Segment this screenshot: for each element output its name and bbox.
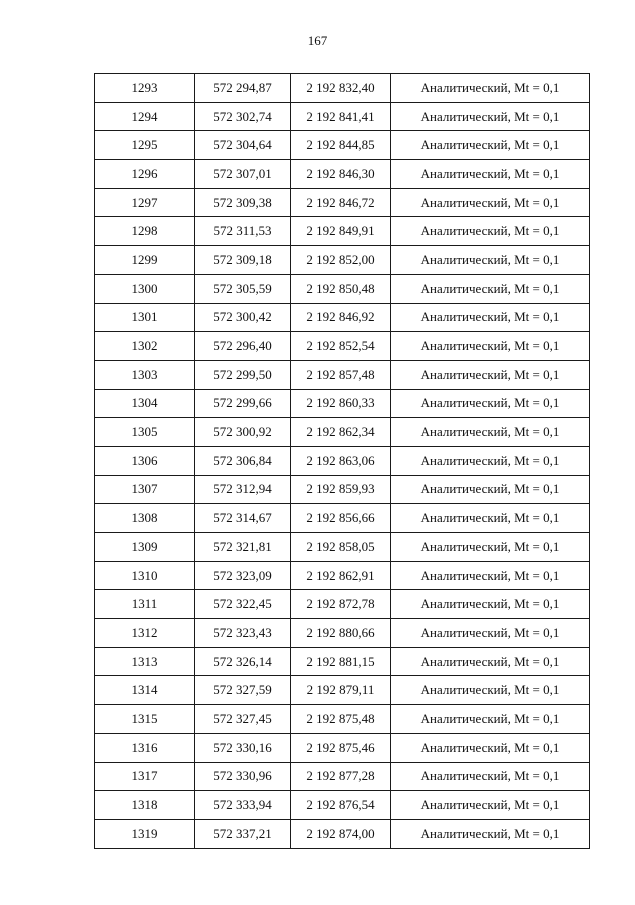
point-number-cell: 1311 xyxy=(95,590,195,619)
y-coordinate-cell: 2 192 872,78 xyxy=(291,590,391,619)
y-coordinate-cell: 2 192 846,30 xyxy=(291,160,391,189)
y-coordinate-cell: 2 192 875,46 xyxy=(291,733,391,762)
method-cell: Аналитический, Mt = 0,1 xyxy=(391,131,590,160)
point-number-cell: 1310 xyxy=(95,561,195,590)
point-number-cell: 1308 xyxy=(95,504,195,533)
table-row xyxy=(95,303,590,332)
x-coordinate-cell: 572 309,18 xyxy=(195,246,291,275)
table-row xyxy=(95,160,590,189)
y-coordinate-cell: 2 192 850,48 xyxy=(291,274,391,303)
point-number-cell: 1304 xyxy=(95,389,195,418)
x-coordinate-cell: 572 309,38 xyxy=(195,188,291,217)
y-coordinate-cell: 2 192 863,06 xyxy=(291,446,391,475)
x-coordinate-cell: 572 337,21 xyxy=(195,819,291,848)
y-coordinate-cell: 2 192 876,54 xyxy=(291,791,391,820)
x-coordinate-cell: 572 323,43 xyxy=(195,619,291,648)
method-cell: Аналитический, Mt = 0,1 xyxy=(391,647,590,676)
x-coordinate-cell: 572 321,81 xyxy=(195,533,291,562)
x-coordinate-cell: 572 330,96 xyxy=(195,762,291,791)
point-number-cell: 1314 xyxy=(95,676,195,705)
point-number-cell: 1298 xyxy=(95,217,195,246)
x-coordinate-cell: 572 307,01 xyxy=(195,160,291,189)
method-cell: Аналитический, Mt = 0,1 xyxy=(391,446,590,475)
y-coordinate-cell: 2 192 849,91 xyxy=(291,217,391,246)
method-cell: Аналитический, Mt = 0,1 xyxy=(391,360,590,389)
method-cell: Аналитический, Mt = 0,1 xyxy=(391,246,590,275)
method-cell: Аналитический, Mt = 0,1 xyxy=(391,418,590,447)
x-coordinate-cell: 572 304,64 xyxy=(195,131,291,160)
point-number-cell: 1301 xyxy=(95,303,195,332)
point-number-cell: 1297 xyxy=(95,188,195,217)
method-cell: Аналитический, Mt = 0,1 xyxy=(391,733,590,762)
x-coordinate-cell: 572 305,59 xyxy=(195,274,291,303)
table-row xyxy=(95,360,590,389)
x-coordinate-cell: 572 322,45 xyxy=(195,590,291,619)
coordinates-table-body xyxy=(95,74,590,849)
method-cell: Аналитический, Mt = 0,1 xyxy=(391,160,590,189)
x-coordinate-cell: 572 314,67 xyxy=(195,504,291,533)
point-number-cell: 1300 xyxy=(95,274,195,303)
x-coordinate-cell: 572 327,45 xyxy=(195,705,291,734)
x-coordinate-cell: 572 294,87 xyxy=(195,74,291,103)
point-number-cell: 1299 xyxy=(95,246,195,275)
table-row xyxy=(95,418,590,447)
y-coordinate-cell: 2 192 852,00 xyxy=(291,246,391,275)
x-coordinate-cell: 572 312,94 xyxy=(195,475,291,504)
x-coordinate-cell: 572 306,84 xyxy=(195,446,291,475)
method-cell: Аналитический, Mt = 0,1 xyxy=(391,332,590,361)
x-coordinate-cell: 572 327,59 xyxy=(195,676,291,705)
y-coordinate-cell: 2 192 858,05 xyxy=(291,533,391,562)
point-number-cell: 1295 xyxy=(95,131,195,160)
point-number-cell: 1306 xyxy=(95,446,195,475)
table-row xyxy=(95,131,590,160)
y-coordinate-cell: 2 192 832,40 xyxy=(291,74,391,103)
page-number: 167 xyxy=(307,33,328,48)
table-row xyxy=(95,819,590,848)
method-cell: Аналитический, Mt = 0,1 xyxy=(391,791,590,820)
table-row xyxy=(95,619,590,648)
y-coordinate-cell: 2 192 846,92 xyxy=(291,303,391,332)
point-number-cell: 1315 xyxy=(95,705,195,734)
method-cell: Аналитический, Mt = 0,1 xyxy=(391,619,590,648)
point-number-cell: 1318 xyxy=(95,791,195,820)
table-row xyxy=(95,246,590,275)
point-number-cell: 1302 xyxy=(95,332,195,361)
y-coordinate-cell: 2 192 852,54 xyxy=(291,332,391,361)
x-coordinate-cell: 572 296,40 xyxy=(195,332,291,361)
table-row xyxy=(95,274,590,303)
x-coordinate-cell: 572 333,94 xyxy=(195,791,291,820)
method-cell: Аналитический, Mt = 0,1 xyxy=(391,819,590,848)
method-cell: Аналитический, Mt = 0,1 xyxy=(391,475,590,504)
table-row xyxy=(95,446,590,475)
x-coordinate-cell: 572 299,50 xyxy=(195,360,291,389)
y-coordinate-cell: 2 192 859,93 xyxy=(291,475,391,504)
method-cell: Аналитический, Mt = 0,1 xyxy=(391,762,590,791)
point-number-cell: 1313 xyxy=(95,647,195,676)
method-cell: Аналитический, Mt = 0,1 xyxy=(391,188,590,217)
method-cell: Аналитический, Mt = 0,1 xyxy=(391,561,590,590)
table-row xyxy=(95,676,590,705)
y-coordinate-cell: 2 192 846,72 xyxy=(291,188,391,217)
method-cell: Аналитический, Mt = 0,1 xyxy=(391,705,590,734)
point-number-cell: 1303 xyxy=(95,360,195,389)
method-cell: Аналитический, Mt = 0,1 xyxy=(391,274,590,303)
point-number-cell: 1316 xyxy=(95,733,195,762)
y-coordinate-cell: 2 192 877,28 xyxy=(291,762,391,791)
x-coordinate-cell: 572 300,42 xyxy=(195,303,291,332)
table-row xyxy=(95,504,590,533)
point-number-cell: 1309 xyxy=(95,533,195,562)
y-coordinate-cell: 2 192 857,48 xyxy=(291,360,391,389)
x-coordinate-cell: 572 311,53 xyxy=(195,217,291,246)
point-number-cell: 1294 xyxy=(95,102,195,131)
y-coordinate-cell: 2 192 862,91 xyxy=(291,561,391,590)
x-coordinate-cell: 572 323,09 xyxy=(195,561,291,590)
method-cell: Аналитический, Mt = 0,1 xyxy=(391,533,590,562)
table-row xyxy=(95,705,590,734)
table-row xyxy=(95,188,590,217)
table-row xyxy=(95,475,590,504)
method-cell: Аналитический, Mt = 0,1 xyxy=(391,303,590,332)
table-row xyxy=(95,217,590,246)
y-coordinate-cell: 2 192 875,48 xyxy=(291,705,391,734)
y-coordinate-cell: 2 192 879,11 xyxy=(291,676,391,705)
y-coordinate-cell: 2 192 874,00 xyxy=(291,819,391,848)
x-coordinate-cell: 572 330,16 xyxy=(195,733,291,762)
table-row xyxy=(95,389,590,418)
y-coordinate-cell: 2 192 841,41 xyxy=(291,102,391,131)
y-coordinate-cell: 2 192 856,66 xyxy=(291,504,391,533)
x-coordinate-cell: 572 302,74 xyxy=(195,102,291,131)
table-row xyxy=(95,590,590,619)
point-number-cell: 1319 xyxy=(95,819,195,848)
table-row xyxy=(95,733,590,762)
method-cell: Аналитический, Mt = 0,1 xyxy=(391,389,590,418)
point-number-cell: 1296 xyxy=(95,160,195,189)
point-number-cell: 1312 xyxy=(95,619,195,648)
table-row xyxy=(95,791,590,820)
point-number-cell: 1305 xyxy=(95,418,195,447)
y-coordinate-cell: 2 192 880,66 xyxy=(291,619,391,648)
method-cell: Аналитический, Mt = 0,1 xyxy=(391,504,590,533)
method-cell: Аналитический, Mt = 0,1 xyxy=(391,74,590,103)
table-row xyxy=(95,74,590,103)
x-coordinate-cell: 572 300,92 xyxy=(195,418,291,447)
method-cell: Аналитический, Mt = 0,1 xyxy=(391,102,590,131)
y-coordinate-cell: 2 192 860,33 xyxy=(291,389,391,418)
table-row xyxy=(95,533,590,562)
method-cell: Аналитический, Mt = 0,1 xyxy=(391,676,590,705)
coordinates-table xyxy=(94,73,590,849)
x-coordinate-cell: 572 299,66 xyxy=(195,389,291,418)
x-coordinate-cell: 572 326,14 xyxy=(195,647,291,676)
table-row xyxy=(95,647,590,676)
table-row xyxy=(95,332,590,361)
y-coordinate-cell: 2 192 881,15 xyxy=(291,647,391,676)
point-number-cell: 1317 xyxy=(95,762,195,791)
y-coordinate-cell: 2 192 844,85 xyxy=(291,131,391,160)
method-cell: Аналитический, Mt = 0,1 xyxy=(391,590,590,619)
method-cell: Аналитический, Mt = 0,1 xyxy=(391,217,590,246)
point-number-cell: 1293 xyxy=(95,74,195,103)
table-row xyxy=(95,762,590,791)
table-row xyxy=(95,561,590,590)
y-coordinate-cell: 2 192 862,34 xyxy=(291,418,391,447)
point-number-cell: 1307 xyxy=(95,475,195,504)
table-row xyxy=(95,102,590,131)
